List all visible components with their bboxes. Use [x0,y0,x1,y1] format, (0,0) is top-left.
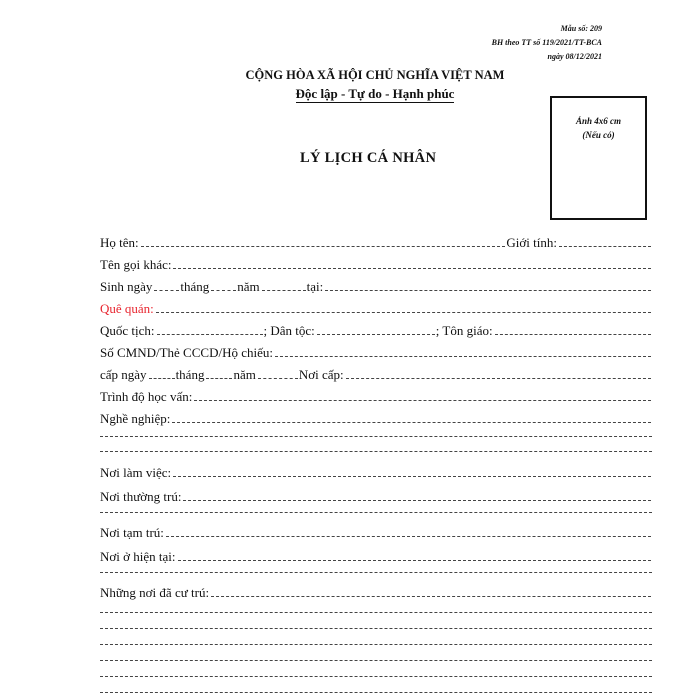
photo-size-label: Ảnh 4x6 cm [575,116,621,126]
label-issue-place: Nơi cấp: [298,367,344,382]
label-issue-month: tháng [175,367,205,382]
photo-caption [552,114,645,142]
input-birth-month[interactable] [211,290,236,291]
label-birth-day: Sinh ngày [100,279,153,294]
label-ethnicity: ; Dân tộc: [263,323,315,338]
label-occupation: Nghề nghiệp: [100,411,171,426]
label-birth-month: tháng [180,279,210,294]
row-education [100,382,652,404]
label-id-number: Số CMND/Thẻ CCCD/Hộ chiếu: [100,345,273,360]
row-past-residences [100,578,652,600]
row-full-name [100,228,652,250]
label-temporary-address: Nơi tạm trú: [100,525,164,540]
input-birth-day[interactable] [154,290,179,291]
input-nationality[interactable] [157,334,263,335]
label-hometown: Quê quán: [100,301,154,316]
label-birth-place: tại: [306,279,324,294]
input-temporary-address[interactable] [166,536,651,537]
input-birth-place[interactable] [325,290,651,291]
row-other-name [100,250,652,272]
past-residences-line-4[interactable] [100,644,652,645]
label-workplace: Nơi làm việc: [100,465,172,480]
input-workplace[interactable] [173,476,651,477]
row-id-number [100,338,652,360]
input-education[interactable] [194,400,651,401]
row-occupation [100,404,652,426]
motto [205,86,545,102]
input-other-name[interactable] [173,268,651,269]
input-full-name[interactable] [141,246,506,247]
photo-box [550,96,647,220]
input-ethnicity[interactable] [317,334,435,335]
label-past-residences: Những nơi đã cư trú: [100,585,210,600]
row-issue [100,360,652,382]
label-permanent-address: Nơi thường trú: [100,489,182,504]
input-id-number[interactable] [275,356,651,357]
label-other-name: Tên gọi khác: [100,257,172,272]
past-residences-line-7[interactable] [100,692,652,693]
form-basis: BH theo TT số 119/2021/TT-BCA [491,38,602,47]
row-hometown [100,294,652,316]
photo-optional-label: (Nếu có) [582,130,615,140]
input-issue-day[interactable] [149,378,175,379]
input-issue-year[interactable] [258,378,298,379]
row-workplace [100,458,652,480]
label-issue-date: cấp ngày [100,367,147,382]
label-gender: Giới tính: [506,235,557,250]
motto-text: Độc lập - Tự do - Hạnh phúc [295,86,455,101]
label-nationality: Quốc tịch: [100,323,155,338]
past-residences-line-6[interactable] [100,676,652,677]
past-residences-line-5[interactable] [100,660,652,661]
form-date: ngày 08/12/2021 [547,52,602,61]
form-code-block [492,22,602,64]
input-hometown[interactable] [156,312,651,313]
permanent-address-line-2[interactable] [100,512,652,513]
input-issue-place[interactable] [346,378,651,379]
input-past-residences[interactable] [211,596,651,597]
input-gender[interactable] [559,246,651,247]
occupation-line-2[interactable] [100,436,652,437]
nation-heading: CỘNG HÒA XÃ HỘI CHỦ NGHĨA VIỆT NAM [245,68,505,82]
label-current-address: Nơi ở hiện tại: [100,549,176,564]
label-education: Trình độ học vấn: [100,389,193,404]
past-residences-line-3[interactable] [100,628,652,629]
input-religion[interactable] [495,334,651,335]
input-occupation[interactable] [172,422,651,423]
label-religion: ; Tôn giáo: [435,323,493,338]
row-permanent-address [100,482,652,504]
input-current-address[interactable] [178,560,652,561]
row-current-address [100,542,652,564]
occupation-line-3[interactable] [100,451,652,452]
document-title: LÝ LỊCH CÁ NHÂN [300,150,437,166]
row-nationality [100,316,652,338]
row-temporary-address [100,518,652,540]
input-birth-year[interactable] [262,290,306,291]
input-issue-month[interactable] [206,378,232,379]
form-number: Mẫu số: 209 [560,24,602,33]
label-full-name: Họ tên: [100,235,139,250]
label-issue-year: năm [233,367,256,382]
row-birth [100,272,652,294]
label-birth-year: năm [237,279,260,294]
past-residences-line-2[interactable] [100,612,652,613]
current-address-line-2[interactable] [100,572,652,573]
input-permanent-address[interactable] [183,500,651,501]
